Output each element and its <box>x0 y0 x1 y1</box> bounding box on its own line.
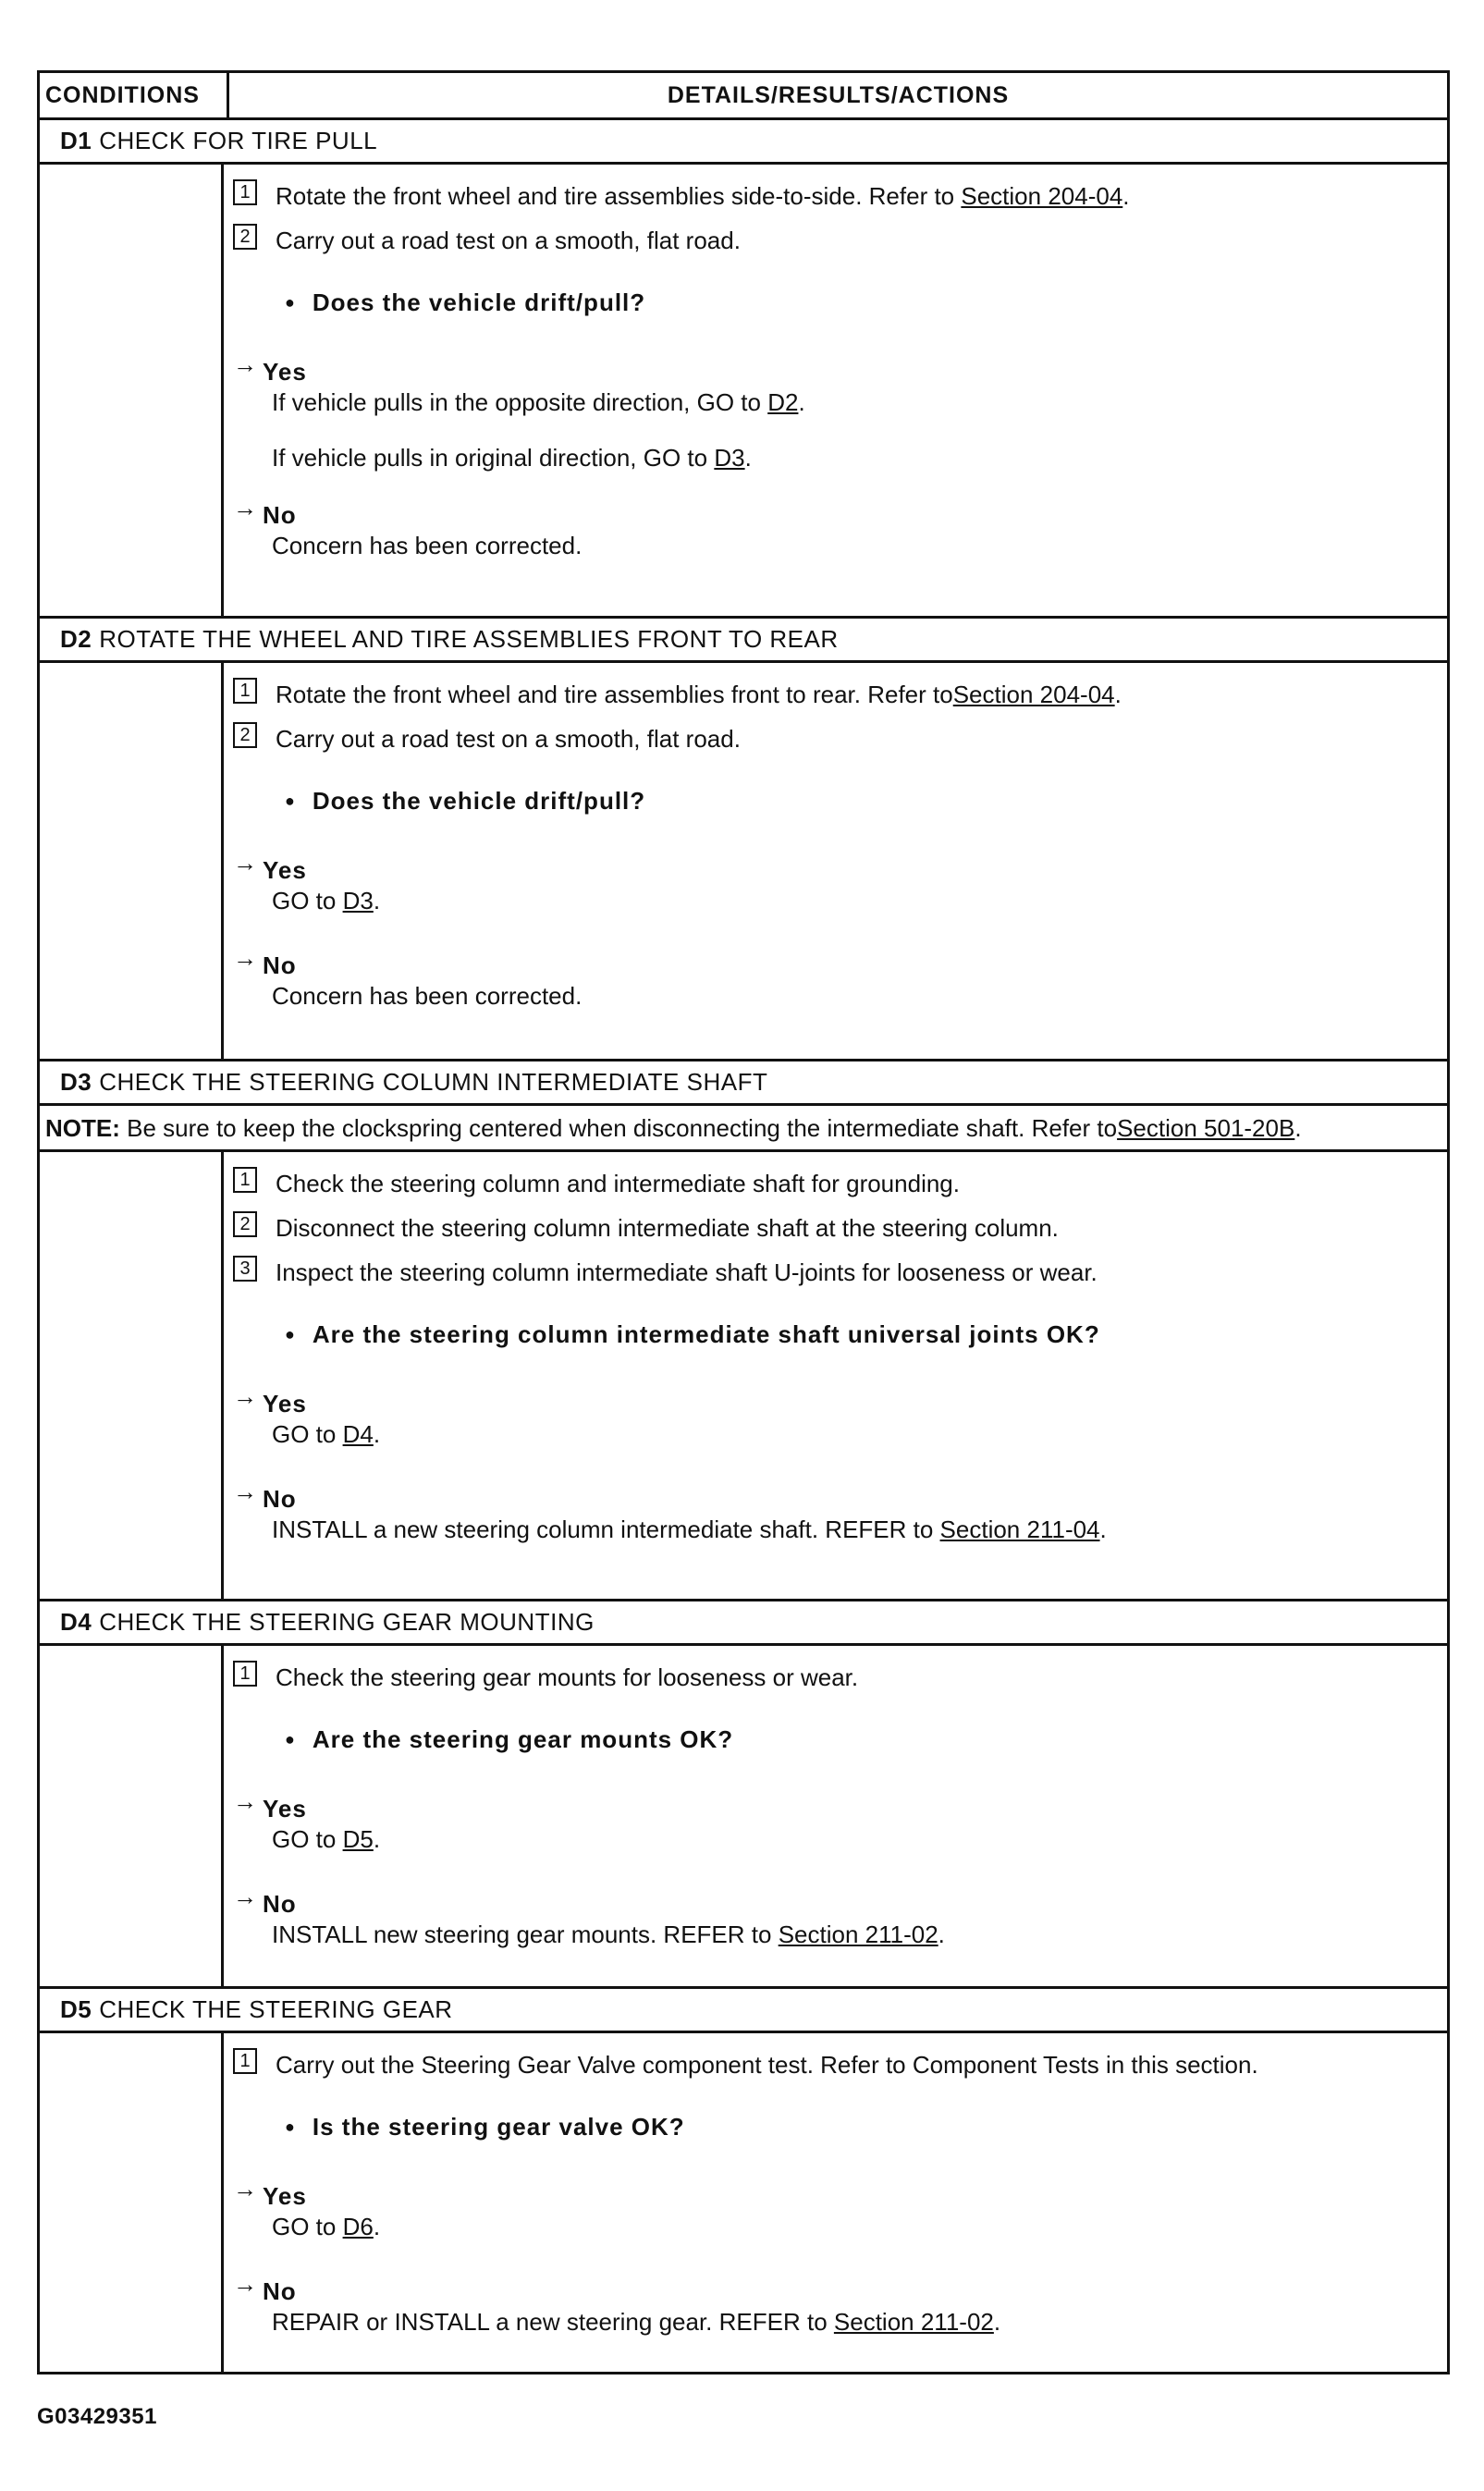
details-cell <box>224 1152 1447 1599</box>
response-text: GO to D3. <box>272 887 381 914</box>
figure-id: G03429351 <box>37 2404 157 2429</box>
arrow-right-icon: → <box>233 944 257 972</box>
goto-link[interactable]: D4 <box>342 1420 374 1448</box>
step-number-box: 1 <box>233 179 257 205</box>
action-text: Carry out a road test on a smooth, flat road. <box>276 724 741 753</box>
question-text: Does the vehicle drift/pull? <box>312 288 646 316</box>
details-cell <box>224 165 1447 616</box>
response-yes <box>233 350 1447 473</box>
diagnostic-table <box>37 70 1450 2374</box>
question-text: Does the vehicle drift/pull? <box>312 787 646 815</box>
response-text: If vehicle pulls in the opposite direction, GO to D2. <box>272 388 805 416</box>
header-details: DETAILS/RESULTS/ACTIONS <box>667 81 1010 108</box>
step-title-d4 <box>40 1601 1447 1646</box>
step-number-box: 1 <box>233 678 257 704</box>
section-link[interactable]: Section 211-02 <box>833 2308 994 2336</box>
arrow-right-icon: → <box>233 494 257 522</box>
arrow-right-icon: → <box>233 1382 257 1410</box>
action-text: Check the steering gear mounts for looseness or wear. <box>276 1663 859 1691</box>
step-row-d3 <box>40 1152 1447 1601</box>
response-text: If vehicle pulls in original direction, GO to D3. <box>272 444 752 472</box>
step-number-box: 2 <box>233 722 257 748</box>
conditions-cell <box>40 165 224 616</box>
arrow-right-icon: → <box>233 1883 257 1910</box>
section-link[interactable]: Section 211-04 <box>939 1515 1100 1543</box>
bullet-icon: ● <box>285 293 296 312</box>
yes-label: Yes <box>263 358 307 386</box>
step-title-text: CHECK THE STEERING GEAR <box>99 1995 453 2023</box>
action-text: Inspect the steering column intermediate shaft U-joints for looseness or wear. <box>276 1258 1098 1286</box>
details-cell <box>224 663 1447 1059</box>
action-text: Rotate the front wheel and tire assemblies front to rear. Refer toSection 204-04. <box>276 680 1122 708</box>
yes-label: Yes <box>263 1795 307 1822</box>
step-number-box: 3 <box>233 1256 257 1282</box>
no-label: No <box>263 1890 297 1918</box>
action-item <box>233 718 1447 759</box>
bullet-icon: ● <box>285 1730 296 1749</box>
question-text: Are the steering gear mounts OK? <box>312 1725 734 1753</box>
details-cell <box>224 1646 1447 1986</box>
yes-label: Yes <box>263 1390 307 1417</box>
response-text: GO to D6. <box>272 2213 381 2240</box>
goto-link[interactable]: D6 <box>342 2213 374 2240</box>
step-row-d4 <box>40 1646 1447 1989</box>
goto-link[interactable]: D5 <box>342 1825 374 1853</box>
goto-link[interactable]: D2 <box>767 388 799 416</box>
action-item <box>233 1657 1447 1698</box>
step-title-d5 <box>40 1989 1447 2033</box>
action-item <box>233 220 1447 261</box>
conditions-cell <box>40 663 224 1059</box>
response-text: GO to D4. <box>272 1420 381 1448</box>
response-text: INSTALL new steering gear mounts. REFER to Section 211-02. <box>272 1920 945 1948</box>
response-text: Concern has been corrected. <box>272 532 583 559</box>
section-link[interactable]: Section 501-20B <box>1117 1114 1295 1142</box>
action-text: Rotate the front wheel and tire assemblies side-to-side. Refer to Section 204-04. <box>276 181 1130 210</box>
yes-label: Yes <box>263 856 307 884</box>
bullet-icon: ● <box>285 2117 296 2136</box>
question <box>285 787 1447 816</box>
section-link[interactable]: Section 204-04 <box>961 181 1123 210</box>
step-title-d1 <box>40 120 1447 165</box>
step-title-text: ROTATE THE WHEEL AND TIRE ASSEMBLIES FRONT TO REAR <box>99 625 839 653</box>
step-id: D5 <box>60 1995 92 2023</box>
response-yes <box>233 2175 1447 2242</box>
action-text: Carry out the Steering Gear Valve component test. Refer to Component Tests in this section. <box>276 2050 1258 2079</box>
action-item <box>233 1252 1447 1293</box>
step-number-box: 2 <box>233 224 257 250</box>
response-yes <box>233 1787 1447 1855</box>
step-id: D3 <box>60 1068 92 1096</box>
conditions-cell <box>40 1152 224 1599</box>
response-text: INSTALL a new steering column intermediate shaft. REFER to Section 211-04. <box>272 1515 1107 1543</box>
note-text: Be sure to keep the clockspring centered when disconnecting the intermediate shaft. Refer to <box>119 1114 1118 1142</box>
arrow-right-icon: → <box>233 350 257 378</box>
step-title-d2 <box>40 619 1447 663</box>
response-no <box>233 944 1447 1012</box>
step-id: D1 <box>60 127 92 154</box>
table-header <box>40 73 1447 120</box>
action-text: Disconnect the steering column intermediate shaft at the steering column. <box>276 1213 1059 1242</box>
note-label: NOTE: <box>45 1114 120 1142</box>
step-row-d1 <box>40 165 1447 619</box>
question-text: Are the steering column intermediate shaft universal joints OK? <box>312 1320 1100 1348</box>
response-no <box>233 1883 1447 1950</box>
step-id: D2 <box>60 625 92 653</box>
details-cell <box>224 2033 1447 2372</box>
step-title-d3 <box>40 1061 1447 1106</box>
bullet-icon: ● <box>285 1325 296 1344</box>
response-no <box>233 494 1447 561</box>
arrow-right-icon: → <box>233 2270 257 2298</box>
step-number-box: 1 <box>233 2048 257 2074</box>
no-label: No <box>263 2277 297 2305</box>
step-title-text: CHECK THE STEERING GEAR MOUNTING <box>99 1608 595 1636</box>
goto-link[interactable]: D3 <box>714 444 745 472</box>
bullet-icon: ● <box>285 791 296 810</box>
step-row-d2 <box>40 663 1447 1061</box>
action-text: Carry out a road test on a smooth, flat road. <box>276 226 741 254</box>
section-link[interactable]: Section 204-04 <box>952 680 1115 708</box>
action-item <box>233 2044 1447 2085</box>
response-text: REPAIR or INSTALL a new steering gear. REFER to Section 211-02. <box>272 2308 1001 2336</box>
response-text: Concern has been corrected. <box>272 982 583 1010</box>
arrow-right-icon: → <box>233 2175 257 2203</box>
arrow-right-icon: → <box>233 1787 257 1815</box>
conditions-cell <box>40 2033 224 2372</box>
no-label: No <box>263 951 297 979</box>
question <box>285 1725 1447 1754</box>
response-yes <box>233 1382 1447 1450</box>
arrow-right-icon: → <box>233 1478 257 1505</box>
conditions-cell <box>40 1646 224 1986</box>
response-no <box>233 2270 1447 2338</box>
response-text: GO to D5. <box>272 1825 381 1853</box>
action-text: Check the steering column and intermediate shaft for grounding. <box>276 1169 960 1197</box>
arrow-right-icon: → <box>233 849 257 877</box>
action-item <box>233 1163 1447 1204</box>
question <box>285 2113 1447 2141</box>
question <box>285 288 1447 317</box>
note: NOTE: Be sure to keep the clockspring centered when disconnecting the intermediate shaft. Refer toSection 501-20B. <box>40 1106 1447 1152</box>
step-number-box: 1 <box>233 1167 257 1193</box>
response-yes <box>233 849 1447 916</box>
step-number-box: 1 <box>233 1661 257 1687</box>
step-row-d5 <box>40 2033 1447 2372</box>
response-no <box>233 1478 1447 1545</box>
action-item <box>233 674 1447 715</box>
yes-label: Yes <box>263 2182 307 2210</box>
question-text: Is the steering gear valve OK? <box>312 2113 685 2141</box>
goto-link[interactable]: D3 <box>342 887 374 914</box>
step-id: D4 <box>60 1608 92 1636</box>
question <box>285 1320 1447 1349</box>
section-link[interactable]: Section 211-02 <box>778 1920 938 1948</box>
step-number-box: 2 <box>233 1211 257 1237</box>
header-conditions: CONDITIONS <box>40 73 229 117</box>
step-title-text: CHECK FOR TIRE PULL <box>99 127 378 154</box>
no-label: No <box>263 501 297 529</box>
no-label: No <box>263 1485 297 1513</box>
step-title-text: CHECK THE STEERING COLUMN INTERMEDIATE SHAFT <box>99 1068 768 1096</box>
action-item <box>233 176 1447 216</box>
action-item <box>233 1208 1447 1248</box>
